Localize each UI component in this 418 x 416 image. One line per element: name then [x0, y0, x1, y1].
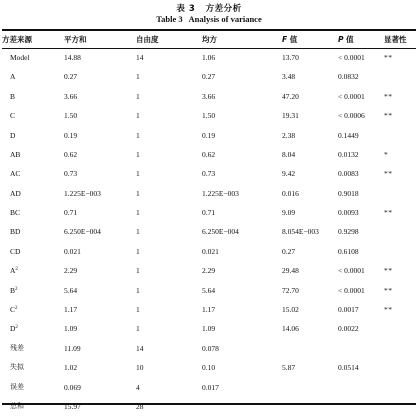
source-cell	[2, 164, 64, 183]
f-value-cell: 3.48	[282, 72, 296, 82]
header-source: 方差来源	[2, 34, 32, 44]
header-f-value	[282, 31, 338, 48]
f-value-cell: 15.02	[282, 305, 299, 315]
sum-of-squares-cell: 5.64	[64, 285, 78, 295]
sum-of-squares-cell: 2.29	[64, 266, 78, 276]
f-value-cell: 29.48	[282, 266, 299, 276]
p-value-cell	[338, 378, 384, 397]
table-header	[2, 31, 416, 48]
p-value-cell: < 0.0006	[338, 111, 365, 121]
sum-of-squares-cell: 1.50	[64, 111, 78, 121]
p-value-cell: 0.0017	[338, 305, 359, 315]
f-value-cell: 19.31	[282, 111, 299, 121]
source-cell	[2, 242, 64, 261]
mean-square-cell: 0.021	[202, 246, 219, 256]
source-cell	[2, 126, 64, 145]
f-value-cell: 72.70	[282, 285, 299, 295]
source-label: C	[10, 111, 16, 121]
f-value-cell: 14.06	[282, 324, 299, 334]
degrees-of-freedom-cell: 4	[136, 382, 140, 392]
significance-cell	[384, 242, 416, 261]
significance-cell: **	[384, 111, 393, 121]
degrees-of-freedom-cell: 1	[136, 111, 140, 121]
source-label: D	[10, 324, 16, 334]
source-label: A	[10, 72, 16, 82]
degrees-of-freedom-cell: 10	[136, 363, 144, 373]
degrees-of-freedom-cell: 28	[136, 401, 144, 411]
f-value-cell: 8.054E−003	[282, 227, 319, 237]
significance-cell	[384, 339, 416, 358]
significance-cell	[384, 184, 416, 203]
sum-of-squares-cell: 11.09	[64, 343, 81, 353]
p-value-cell: 0.0093	[338, 208, 359, 218]
source-label: AB	[10, 149, 21, 159]
mean-square-cell: 1.09	[202, 324, 216, 334]
table-row	[2, 87, 416, 106]
source-cell	[2, 358, 64, 377]
p-value-cell: < 0.0001	[338, 266, 365, 276]
mean-square-cell: 5.64	[202, 285, 216, 295]
source-label: 误差	[10, 382, 24, 391]
sum-of-squares-cell: 0.27	[64, 72, 78, 82]
sum-of-squares-cell: 1.02	[64, 363, 78, 373]
source-cell	[2, 319, 64, 338]
significance-cell	[384, 223, 416, 242]
p-value-cell: 0.0132	[338, 149, 359, 159]
mean-square-cell: 0.73	[202, 169, 216, 179]
significance-cell: **	[384, 266, 393, 276]
source-label: BD	[10, 227, 21, 237]
table-row	[2, 300, 416, 319]
significance-cell: **	[384, 285, 393, 295]
p-value-cell: 0.0514	[338, 363, 359, 373]
anova-table	[2, 31, 416, 416]
table-row	[2, 145, 416, 164]
significance-cell	[384, 378, 416, 397]
degrees-of-freedom-cell: 1	[136, 324, 140, 334]
p-value-cell: 0.0022	[338, 324, 359, 334]
sum-of-squares-cell: 15.97	[64, 401, 81, 411]
sum-of-squares-cell: 1.09	[64, 324, 78, 334]
significance-cell	[384, 126, 416, 145]
degrees-of-freedom-cell: 1	[136, 188, 140, 198]
table-row	[2, 281, 416, 300]
table-row	[2, 319, 416, 338]
mean-square-cell: 2.29	[202, 266, 216, 276]
source-exponent: 2	[15, 325, 18, 331]
mean-square-cell: 1.06	[202, 52, 216, 62]
significance-cell	[384, 67, 416, 86]
header-p-value	[338, 31, 384, 48]
mean-square-cell: 6.250E−004	[202, 227, 239, 237]
source-label: D	[10, 130, 16, 140]
mean-square-cell: 1.225E−003	[202, 188, 239, 198]
table-caption-en: Table 3 Analysis of variance	[156, 14, 262, 24]
table-body	[2, 48, 416, 416]
source-cell	[2, 87, 64, 106]
p-value-cell: 0.0832	[338, 72, 359, 82]
source-exponent: 2	[15, 286, 18, 292]
sum-of-squares-cell: 3.66	[64, 91, 78, 101]
f-value-cell: 13.70	[282, 52, 299, 62]
table-row	[2, 48, 416, 67]
degrees-of-freedom-cell: 1	[136, 72, 140, 82]
table-row	[2, 164, 416, 183]
p-value-cell: 0.9018	[338, 188, 359, 198]
header-sum-of-squares: 平方和	[64, 34, 87, 44]
sum-of-squares-cell: 1.225E−003	[64, 188, 101, 198]
header-mean-square: 均方	[202, 34, 217, 44]
source-cell	[2, 378, 64, 397]
p-value-cell: 0.6108	[338, 246, 359, 256]
mean-square-cell: 0.27	[202, 72, 216, 82]
sum-of-squares-cell: 0.71	[64, 208, 78, 218]
source-cell	[2, 261, 64, 280]
significance-cell	[384, 319, 416, 338]
significance-cell	[384, 358, 416, 377]
p-value-cell	[338, 397, 384, 416]
p-value-cell	[338, 339, 384, 358]
p-value-cell: 0.0083	[338, 169, 359, 179]
mean-square-cell: 0.017	[202, 382, 219, 392]
f-value-cell	[282, 378, 338, 397]
source-label: B	[10, 91, 16, 101]
mean-square-cell: 0.19	[202, 130, 216, 140]
mean-square-cell: 0.71	[202, 208, 216, 218]
sum-of-squares-cell: 0.069	[64, 382, 81, 392]
table-row	[2, 203, 416, 222]
p-value-cell: < 0.0001	[338, 91, 365, 101]
significance-cell: **	[384, 169, 393, 179]
table-row	[2, 339, 416, 358]
header-degrees-of-freedom: 自由度	[136, 34, 159, 44]
header-f-symbol: F	[282, 34, 288, 44]
sum-of-squares-cell: 0.73	[64, 169, 78, 179]
source-label: 总和	[10, 402, 24, 411]
header-row	[2, 31, 416, 48]
significance-cell	[384, 397, 416, 416]
source-cell	[2, 397, 64, 416]
f-value-cell: 9.42	[282, 169, 296, 179]
table-row	[2, 378, 416, 397]
header-significance: 显著性	[384, 34, 407, 44]
f-value-cell: 0.016	[282, 188, 299, 198]
source-cell	[2, 145, 64, 164]
source-label: B	[10, 285, 16, 295]
table-caption-cn: 表 3 方差分析	[176, 4, 242, 14]
f-value-cell: 9.09	[282, 208, 296, 218]
degrees-of-freedom-cell: 1	[136, 266, 140, 276]
table-row	[2, 126, 416, 145]
mean-square-cell: 3.66	[202, 91, 216, 101]
sum-of-squares-cell: 6.250E−004	[64, 227, 101, 237]
degrees-of-freedom-cell: 1	[136, 130, 140, 140]
p-value-cell: 0.9298	[338, 227, 359, 237]
degrees-of-freedom-cell: 1	[136, 208, 140, 218]
source-label: Model	[10, 52, 30, 62]
header-p-symbol: P	[338, 34, 344, 44]
degrees-of-freedom-cell: 14	[136, 52, 144, 62]
source-cell	[2, 300, 64, 319]
source-label: BC	[10, 208, 21, 218]
degrees-of-freedom-cell: 1	[136, 227, 140, 237]
sum-of-squares-cell: 14.88	[64, 52, 81, 62]
mean-square-cell: 0.078	[202, 343, 219, 353]
p-value-cell: < 0.0001	[338, 52, 365, 62]
table-row	[2, 242, 416, 261]
p-value-cell: 0.1449	[338, 130, 359, 140]
table-row	[2, 223, 416, 242]
p-value-cell: < 0.0001	[338, 285, 365, 295]
source-cell	[2, 184, 64, 203]
source-cell	[2, 67, 64, 86]
source-cell	[2, 106, 64, 125]
source-cell	[2, 48, 64, 67]
source-cell	[2, 223, 64, 242]
significance-cell: **	[384, 208, 393, 218]
sum-of-squares-cell: 0.62	[64, 149, 78, 159]
source-exponent: 2	[15, 306, 18, 312]
f-value-cell: 2.38	[282, 130, 296, 140]
degrees-of-freedom-cell: 1	[136, 305, 140, 315]
source-cell	[2, 203, 64, 222]
sum-of-squares-cell: 1.17	[64, 305, 78, 315]
source-exponent: 2	[15, 267, 18, 273]
f-value-cell: 8.04	[282, 149, 296, 159]
source-label: C	[10, 305, 16, 315]
source-cell	[2, 281, 64, 300]
source-label: 残差	[10, 344, 24, 353]
f-value-cell	[282, 397, 338, 416]
source-label: 失拟	[10, 363, 24, 372]
mean-square-cell: 1.50	[202, 111, 216, 121]
source-cell	[2, 339, 64, 358]
source-label: CD	[10, 246, 21, 256]
degrees-of-freedom-cell: 1	[136, 246, 140, 256]
significance-cell: **	[384, 305, 393, 315]
source-label: AC	[10, 169, 21, 179]
degrees-of-freedom-cell: 1	[136, 149, 140, 159]
significance-cell: *	[384, 149, 389, 159]
f-value-cell: 0.27	[282, 246, 296, 256]
mean-square-cell: 0.62	[202, 149, 216, 159]
significance-cell: **	[384, 52, 393, 62]
significance-cell: **	[384, 91, 393, 101]
degrees-of-freedom-cell: 14	[136, 343, 144, 353]
table-row	[2, 397, 416, 416]
mean-square-cell	[202, 397, 282, 416]
table-row	[2, 358, 416, 377]
source-label: AD	[10, 188, 21, 198]
sum-of-squares-cell: 0.021	[64, 246, 81, 256]
header-f-suffix: 值	[287, 34, 298, 44]
f-value-cell	[282, 339, 338, 358]
degrees-of-freedom-cell: 1	[136, 285, 140, 295]
table-row	[2, 106, 416, 125]
header-p-suffix: 值	[343, 34, 354, 44]
table-row	[2, 184, 416, 203]
mean-square-cell: 0.10	[202, 363, 216, 373]
f-value-cell: 47.20	[282, 91, 299, 101]
mean-square-cell: 1.17	[202, 305, 216, 315]
degrees-of-freedom-cell: 1	[136, 91, 140, 101]
degrees-of-freedom-cell: 1	[136, 169, 140, 179]
table-row	[2, 67, 416, 86]
f-value-cell: 5.87	[282, 363, 296, 373]
sum-of-squares-cell: 0.19	[64, 130, 78, 140]
table-row	[2, 261, 416, 280]
source-label: A	[10, 266, 16, 276]
